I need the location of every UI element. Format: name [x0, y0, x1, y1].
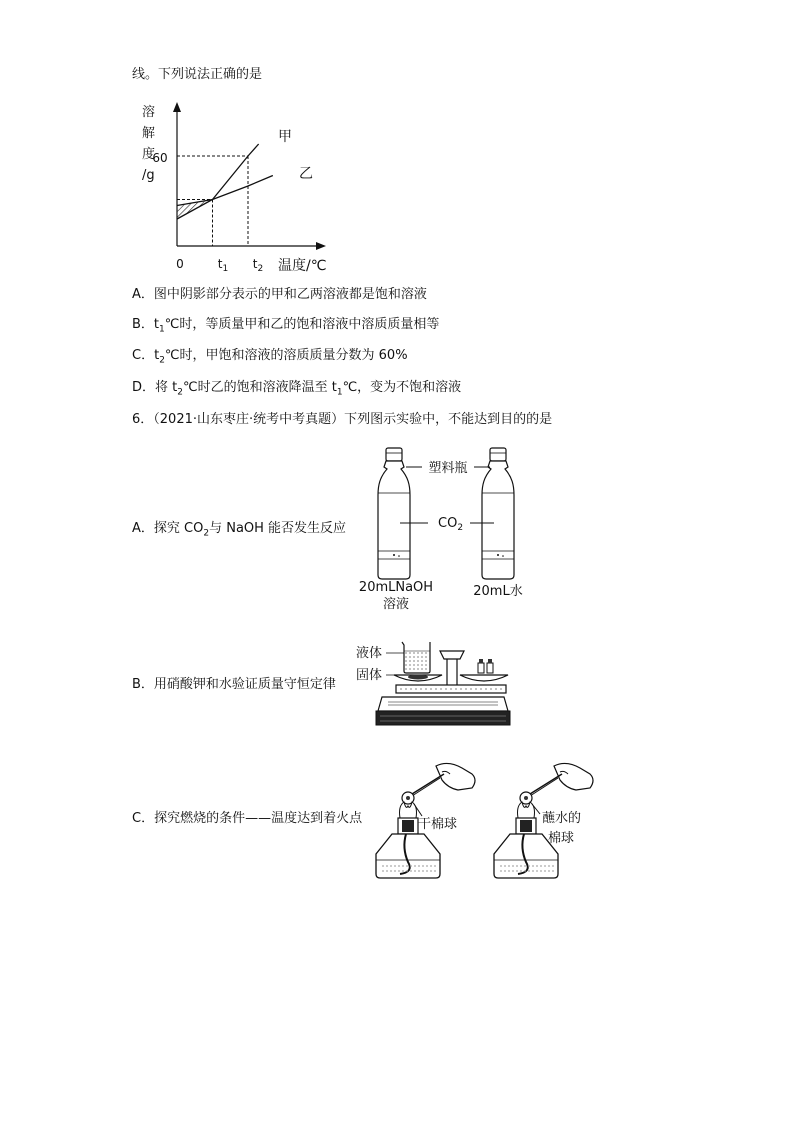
plastic-bottles-figure	[350, 445, 610, 615]
q5-option-c: C．$t_2℃$时，甲饱和溶液的溶质质量分数为 60%	[132, 348, 408, 366]
y-axis-label-2: 解	[142, 126, 156, 141]
combustion-figure	[378, 758, 618, 893]
water-caption: 20mL水	[473, 584, 523, 599]
y-axis-label-1: 溶	[142, 105, 156, 120]
q6-option-b: B．用硝酸钾和水验证质量守恒定律	[132, 677, 336, 692]
q6-stem: 6．（2021·山东枣庄·统考中考真题）下列图示实验中，不能达到目的的是	[132, 412, 553, 427]
x-tick-t1: $t_1$	[217, 257, 229, 274]
solubility-chart	[130, 100, 340, 275]
q5-option-a: A．图中阴影部分表示的甲和乙两溶液都是饱和溶液	[132, 287, 427, 302]
naoh-caption-2: 溶液	[382, 597, 410, 612]
y-axis-label-3: 度	[142, 147, 156, 162]
wet-ball-label-1: 蘸水的	[542, 811, 582, 826]
gas-label: $CO_2$	[438, 516, 464, 533]
q6-option-c: C．探究燃烧的条件——温度达到着火点	[132, 811, 363, 826]
q5-option-b: B．$t_1℃$时，等质量甲和乙的饱和溶液中溶质质量相等	[132, 317, 440, 335]
balance-figure	[352, 637, 512, 732]
series-yi-label: 乙	[299, 166, 313, 182]
series-yi-line	[177, 176, 273, 206]
solid-label: 固体	[356, 668, 383, 683]
dry-ball-label: 干棉球	[418, 817, 458, 832]
y-axis-label-4: /g	[142, 168, 155, 183]
liquid-label: 液体	[356, 646, 383, 661]
x-tick-t2: $t_2$	[252, 257, 264, 274]
question-stem: 线。下列说法正确的是	[132, 67, 263, 82]
origin-label: 0	[176, 257, 184, 271]
y-axis-arrow	[173, 102, 181, 112]
q6-option-a: A．探究 $CO_2$与 NaOH 能否发生反应	[132, 521, 347, 539]
y-tick-60: 60	[152, 151, 168, 165]
bottle-naoh	[378, 448, 410, 579]
series-jia-label: 甲	[278, 129, 292, 145]
bottle-label: 塑料瓶	[428, 461, 468, 476]
x-axis-label: 温度/℃	[278, 258, 327, 274]
wet-ball-label-2: 棉球	[548, 831, 575, 846]
bottle-water	[482, 448, 514, 579]
x-axis-arrow	[316, 242, 326, 250]
q5-option-d: D．将 $t_2℃$时乙的饱和溶液降温至 $t_1℃$，变为不饱和溶液	[132, 380, 462, 398]
naoh-caption-1: 20mLNaOH	[358, 580, 434, 595]
